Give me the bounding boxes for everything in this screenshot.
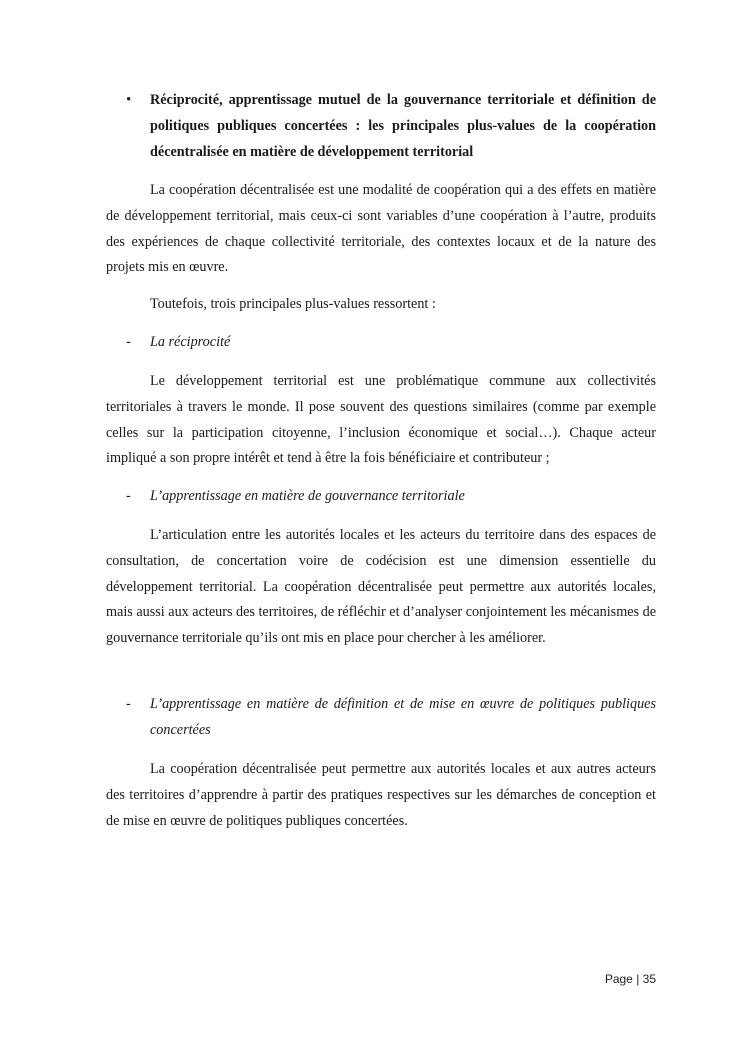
list-item-gouvernance [106,484,656,510]
section-heading [106,88,656,165]
list-item-reciprocite [106,330,656,356]
page-number: Page | 35 [604,972,656,986]
dash-marker: - [126,334,131,350]
list-item-label: La réciprocité [150,334,231,350]
intro-paragraph: La coopération décentralisée est une modalité de coopération qui a des effets en matière de développement territorial, mais ceux-ci sont variables d’une coopération à l’autre, produits des expériences de chaque collectivité territoriale, des contextes locaux et de la nature des projets mis en œuvre. [106,182,656,276]
section-heading-text: Réciprocité, apprentissage mutuel de la gouvernance territoriale et définition de politiques publiques concertées : les principales plus-values de la coopération décentralisée en matière de développement territorial [150,92,656,160]
dash-marker: - [126,488,131,504]
gouvernance-paragraph: L’articulation entre les autorités locales et les acteurs du territoire dans des espaces de consultation, de concertation voire de codécision est une dimension essentielle du développement territorial. La coopération décentralisée peut permettre aux autorités locales, mais aussi aux acteurs des territoires, de réfléchir et d’analyser conjointement les mécanismes de gouvernance territoriale qu’ils ont mis en place pour chercher à les améliorer. [106,527,656,647]
politiques-paragraph: La coopération décentralisée peut permettre aux autorités locales et aux autres acteurs des territoires d’apprendre à partir des pratiques respectives sur les démarches de conception et de mise en œuvre de politiques publiques concertées. [106,761,656,829]
list-item-label: L’apprentissage en matière de définition et de mise en œuvre de politiques publiques concertées [150,696,656,738]
toutefois-paragraph: Toutefois, trois principales plus-values ressortent : [150,296,436,312]
reciprocite-paragraph: Le développement territorial est une problématique commune aux collectivités territoriales à travers le monde. Il pose souvent des questions similaires (comme par exemple celles sur la participation citoyenne, l’inclusion économique et social…). Chaque acteur impliqué a son propre intérêt et tend à être la fois bénéficiaire et contributeur ; [106,373,656,467]
list-item-label: L’apprentissage en matière de gouvernance territoriale [150,488,465,504]
bullet-dot-icon: • [126,92,132,108]
dash-marker: - [126,696,131,712]
list-item-politiques [106,692,656,744]
